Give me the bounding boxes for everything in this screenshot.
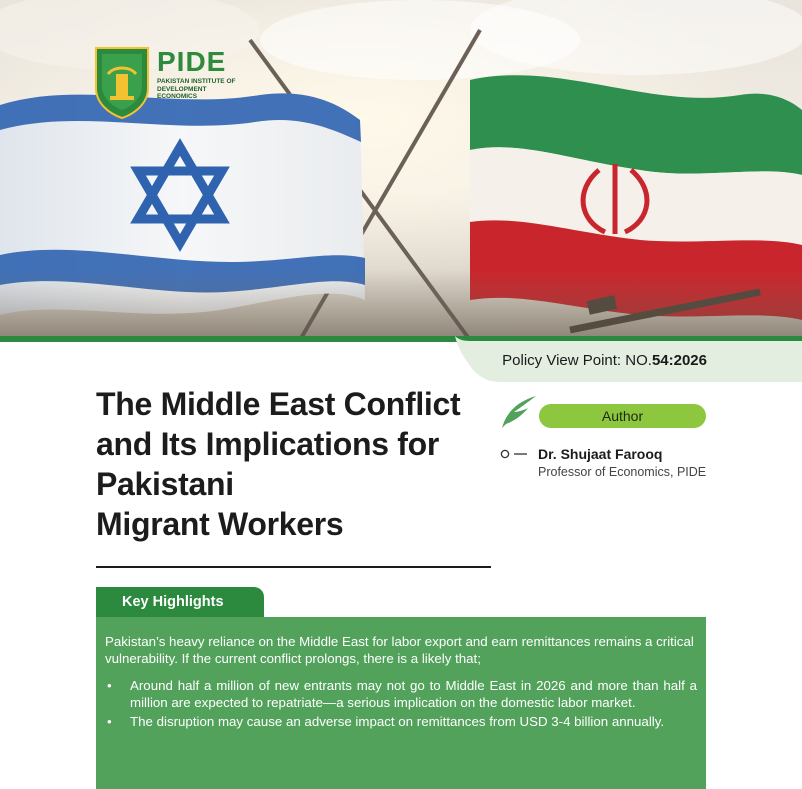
title-divider xyxy=(96,566,491,568)
policy-number: 54:2026 xyxy=(651,352,707,369)
author-bullet-icon xyxy=(500,449,530,459)
title-line-2: and Its Implications for xyxy=(96,426,440,462)
title-line-4: Migrant Workers xyxy=(96,506,344,542)
pide-crest-icon xyxy=(92,44,152,120)
key-highlight-item: • Around half a million of new entrants may not go to Middle East in 2026 and more than half a million are expected to repatriate—a serious implication on the domestic labor market. xyxy=(105,677,697,711)
title-line-1: The Middle East Conflict xyxy=(96,386,461,422)
key-highlights-list xyxy=(105,677,697,730)
author-role: Professor of Economics, PIDE xyxy=(538,465,707,479)
pide-logo xyxy=(92,44,252,120)
policy-label-text: Policy View Point: NO. xyxy=(502,352,652,369)
policy-viewpoint-label xyxy=(502,352,707,369)
author-name: Dr. Shujaat Farooq xyxy=(538,446,663,462)
page-title xyxy=(96,384,496,544)
key-highlight-item: • The disruption may cause an adverse impact on remittances from USD 3-4 billion annually. xyxy=(105,713,697,730)
title-line-3: Pakistani xyxy=(96,466,234,502)
logo-wordmark: PIDE xyxy=(157,46,227,77)
key-highlights-box xyxy=(96,617,706,789)
quill-icon xyxy=(498,394,538,430)
key-highlights-intro: Pakistan’s heavy reliance on the Middle East for labor export and earn remittances remains a critical vulnerability. If the current conflict prolongs, there is a likely that; xyxy=(105,634,694,666)
key-highlights-tab: Key Highlights xyxy=(96,587,264,618)
author-heading: Author xyxy=(539,404,706,428)
logo-subtitle: PAKISTAN INSTITUTE OF DEVELOPMENT ECONOMICS xyxy=(157,78,236,100)
